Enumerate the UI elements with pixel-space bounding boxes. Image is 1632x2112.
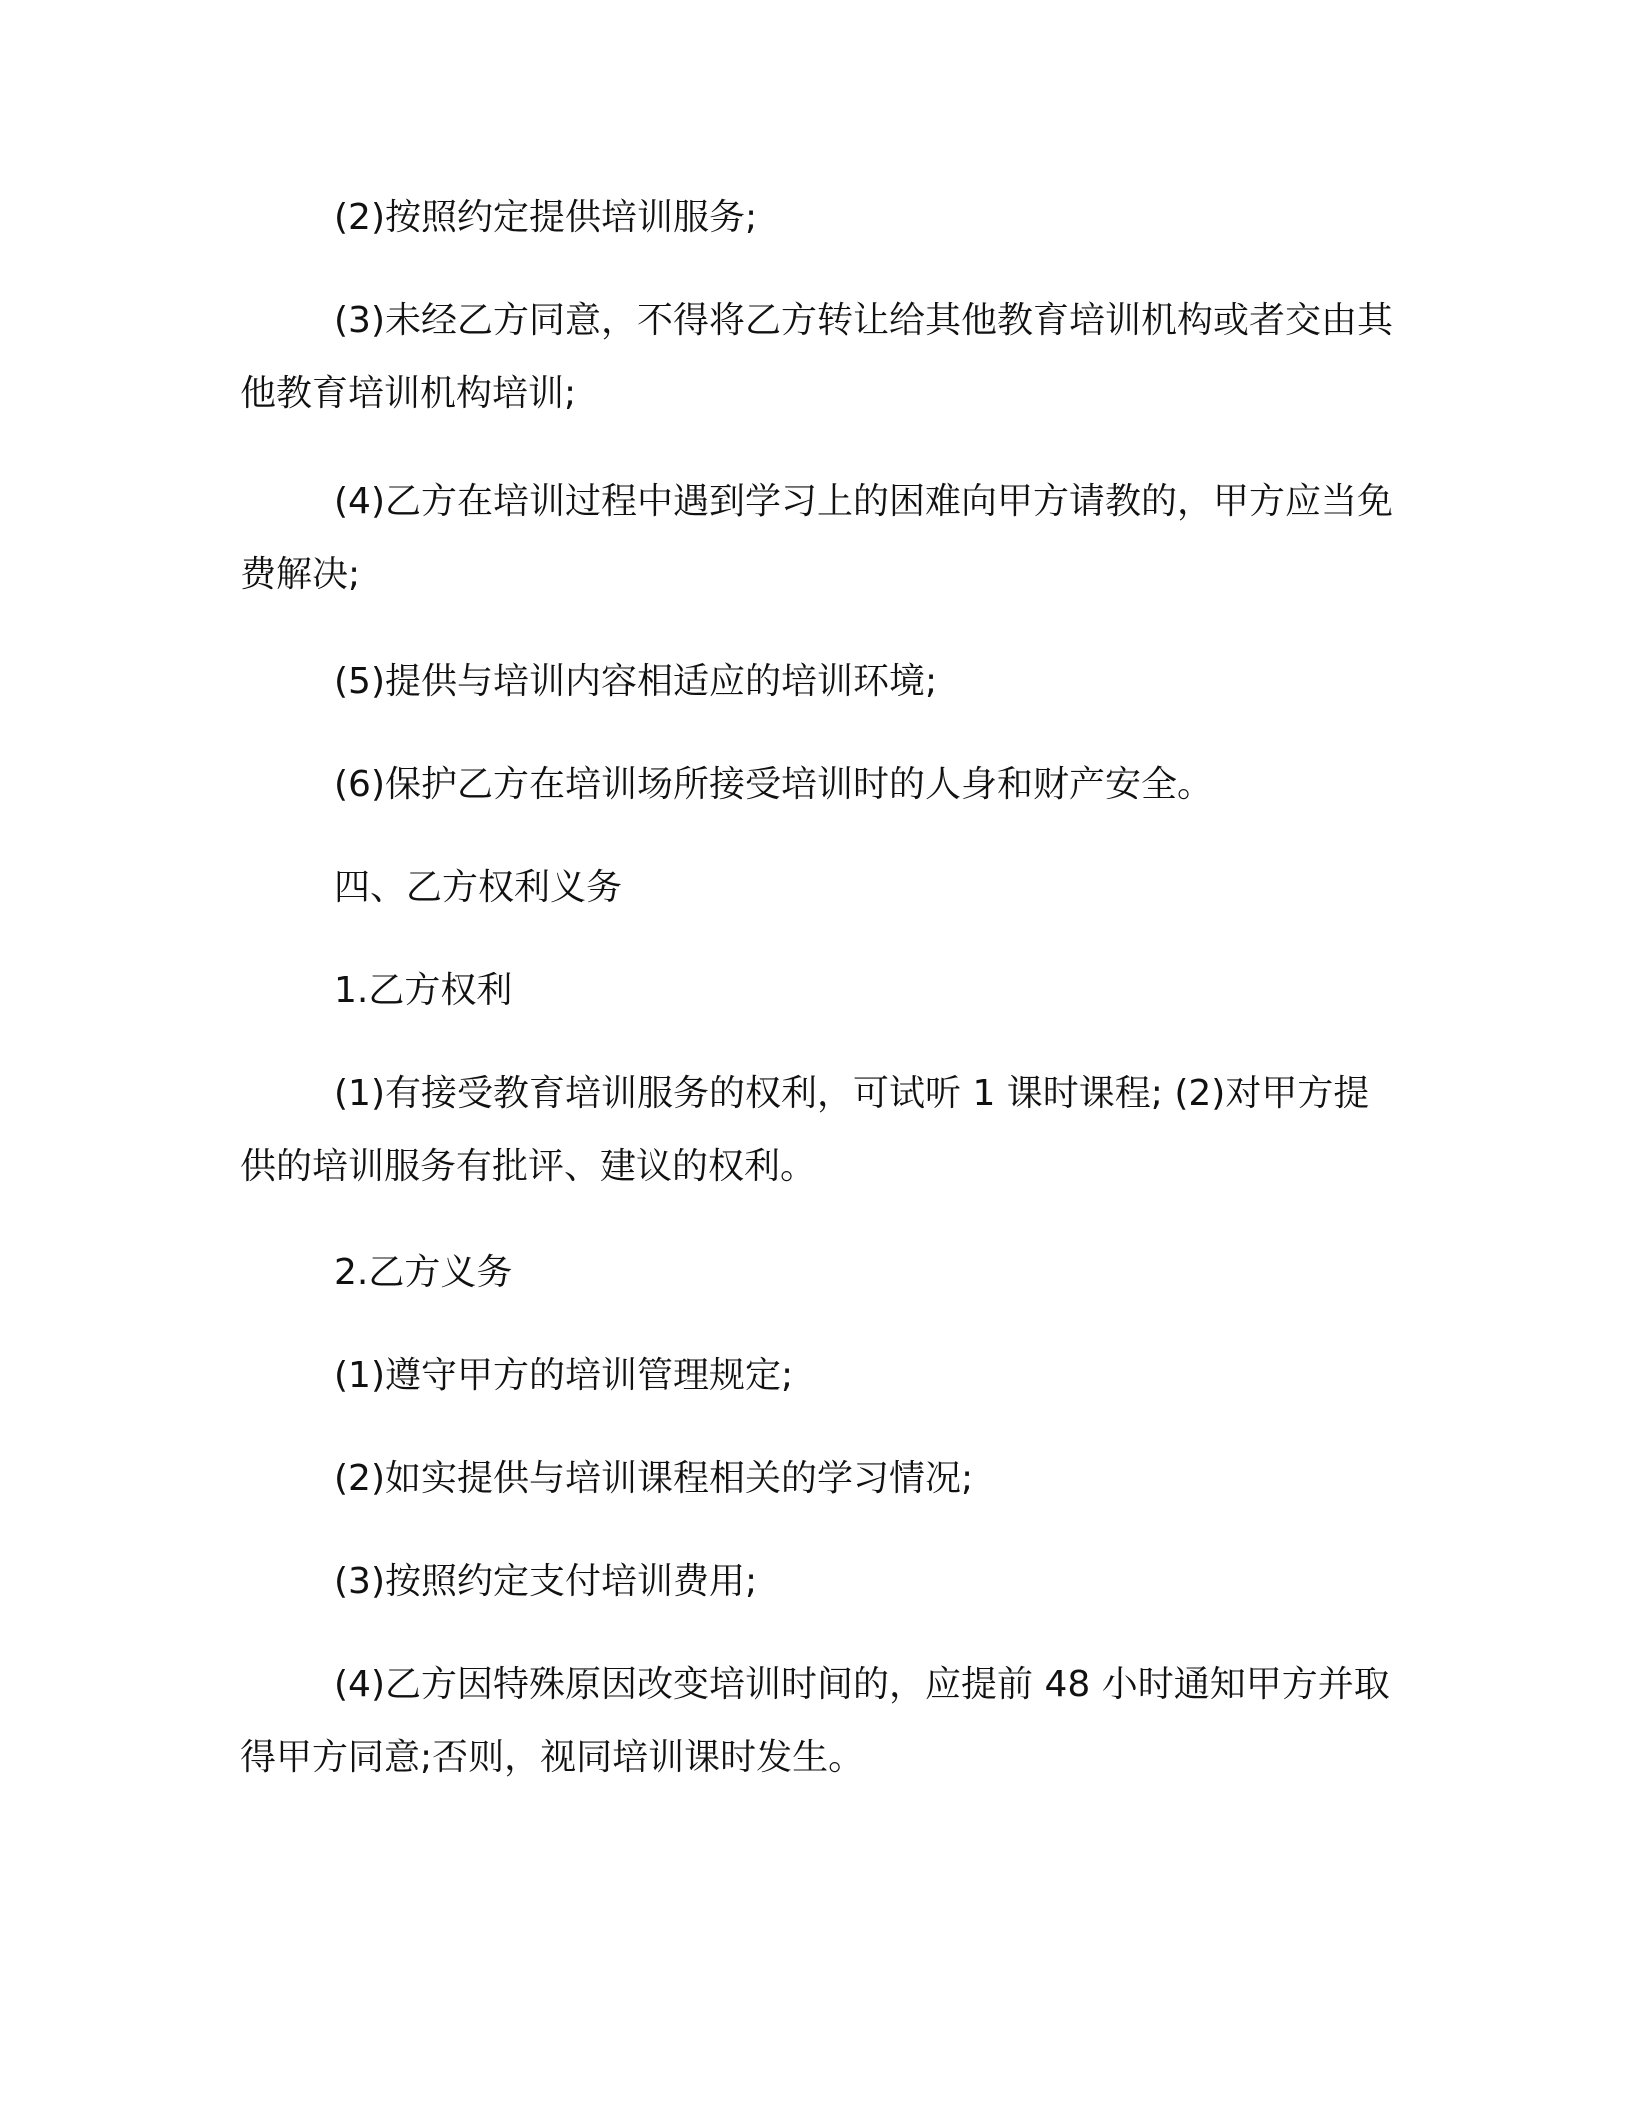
- paragraph-obligation-6: (6)保护乙方在培训场所接受培训时的人身和财产安全。: [334, 764, 1213, 805]
- paragraph-obligation-5: (5)提供与培训内容相适应的培训环境;: [334, 661, 938, 702]
- paragraph-b-obligation-4: (4)乙方因特殊原因改变培训时间的，应提前 48 小时通知甲方并取得甲方同意;否则，视同培训课时发生。: [240, 1664, 1390, 1778]
- paragraph-obligation-2: (2)按照约定提供培训服务;: [334, 197, 758, 238]
- paragraph-b-obligation-2: (2)如实提供与培训课程相关的学习情况;: [334, 1458, 974, 1499]
- paragraph-obligation-3: (3)未经乙方同意，不得将乙方转让给其他教育培训机构或者交由其他教育培训机构培训;: [240, 300, 1393, 414]
- section-heading-party-b: 四、乙方权利义务: [334, 867, 623, 908]
- paragraph-b-obligation-1: (1)遵守甲方的培训管理规定;: [334, 1355, 794, 1396]
- paragraph-b-obligation-3: (3)按照约定支付培训费用;: [334, 1561, 758, 1602]
- paragraph-rights-1-2: (1)有接受教育培训服务的权利，可试听 1 课时课程; (2)对甲方提供的培训服务有批评、建议的权利。: [240, 1073, 1370, 1187]
- subheading-party-b-obligations: 2.乙方义务: [334, 1252, 513, 1293]
- paragraph-obligation-4: (4)乙方在培训过程中遇到学习上的困难向甲方请教的，甲方应当免费解决;: [240, 481, 1393, 595]
- subheading-party-b-rights: 1.乙方权利: [334, 970, 513, 1011]
